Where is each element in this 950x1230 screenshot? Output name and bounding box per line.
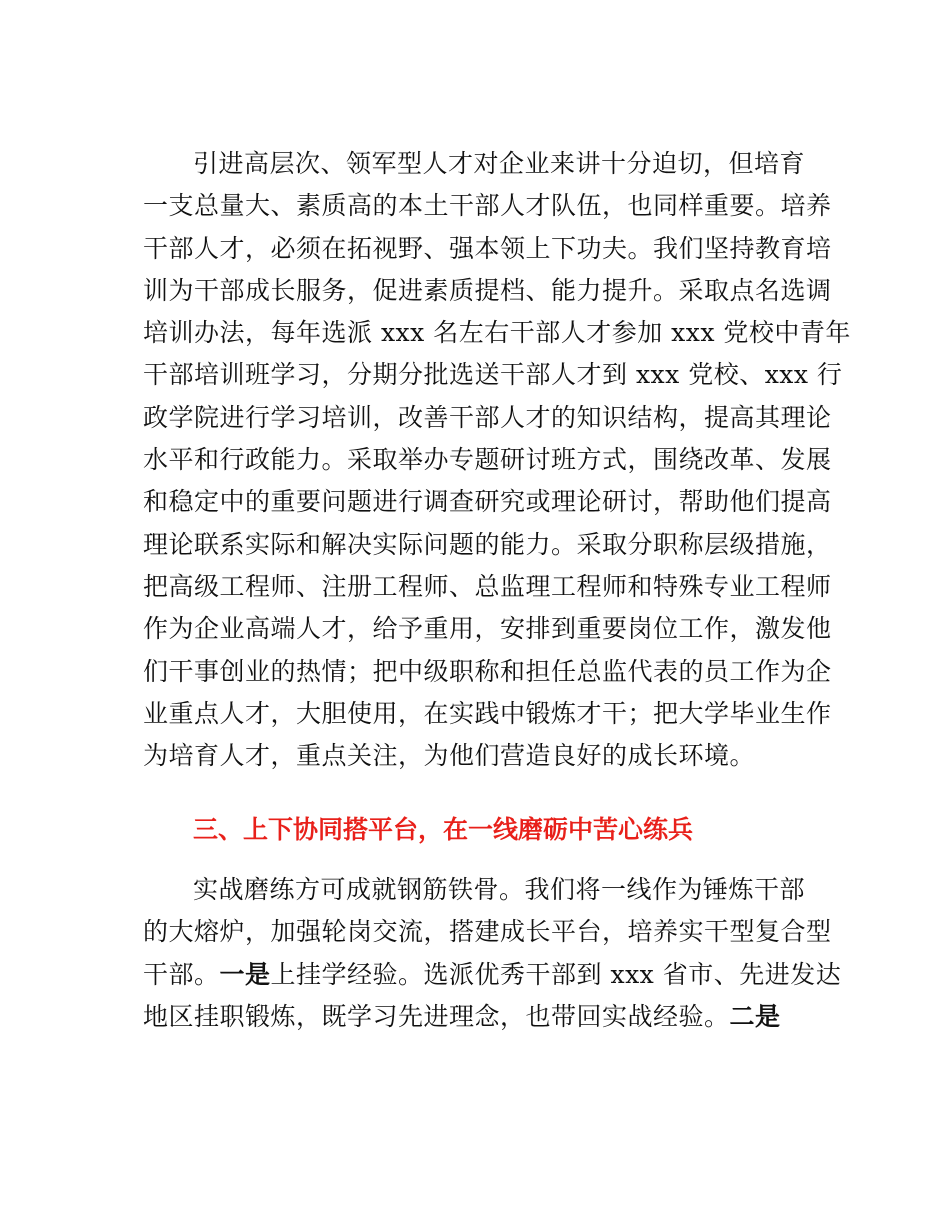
paragraph-line: 干部人才，必须在拓视野、强本领上下功夫。我们坚持教育培: [143, 233, 832, 263]
line-prefix: 干部。: [143, 959, 220, 989]
paragraph-cadre-training: [143, 143, 851, 777]
paragraph-line: 们干事创业的热情；把中级职称和担任总监代表的员工作为企: [143, 656, 832, 686]
paragraph-line: 干部培训班学习，分期分批选送干部人才到 xxx 党校、xxx 行: [143, 360, 843, 390]
paragraph-line: 业重点人才，大胆使用，在实践中锻炼才干；把大学毕业生作: [143, 698, 832, 728]
paragraph-line: 引进高层次、领军型人才对企业来讲十分迫切，但培育: [193, 149, 806, 178]
paragraph-line: 政学院进行学习培训，改善干部人才的知识结构，提高其理论: [143, 402, 832, 432]
paragraph-line: 把高级工程师、注册工程师、总监理工程师和特殊专业工程师: [143, 571, 832, 601]
paragraph-line: [143, 954, 842, 996]
bold-marker-second: 二是: [729, 1001, 781, 1031]
paragraph-frontline-training: [143, 869, 842, 1038]
paragraph-line: 训为干部成长服务，促进素质提档、能力提升。采取点名选调: [143, 275, 832, 305]
paragraph-line: 和稳定中的重要问题进行调查研究或理论研讨，帮助他们提高: [143, 487, 832, 517]
paragraph-line: 实战磨练方可成就钢筋铁骨。我们将一线作为锤炼干部: [193, 875, 806, 904]
paragraph-line: [143, 996, 813, 1038]
line-text: 地区挂职锻炼，既学习先进理念，也带回实战经验。: [143, 1001, 730, 1031]
paragraph-line: 作为企业高端人才，给予重用，安排到重要岗位工作，激发他: [143, 614, 832, 644]
paragraph-line: 为培育人才，重点关注，为他们营造良好的成长环境。: [143, 741, 756, 771]
paragraph-line: 培训办法，每年选派 xxx 名左右干部人才参加 xxx 党校中青年: [143, 318, 851, 348]
paragraph-line: 水平和行政能力。采取举办专题研讨班方式，围绕改革、发展: [143, 445, 832, 475]
line-rest: 上挂学经验。选派优秀干部到 xxx 省市、先进发达: [270, 959, 842, 989]
paragraph-line: 理论联系实际和解决实际问题的能力。采取分职称层级措施，: [143, 529, 832, 559]
paragraph-line: 一支总量大、素质高的本土干部人才队伍，也同样重要。培养: [143, 191, 832, 221]
paragraph-line: 的大熔炉，加强轮岗交流，搭建成长平台，培养实干型复合型: [143, 917, 832, 947]
bold-marker-first: 一是: [219, 959, 271, 989]
section-heading: 三、上下协同搭平台，在一线磨砺中苦心练兵: [193, 815, 694, 844]
